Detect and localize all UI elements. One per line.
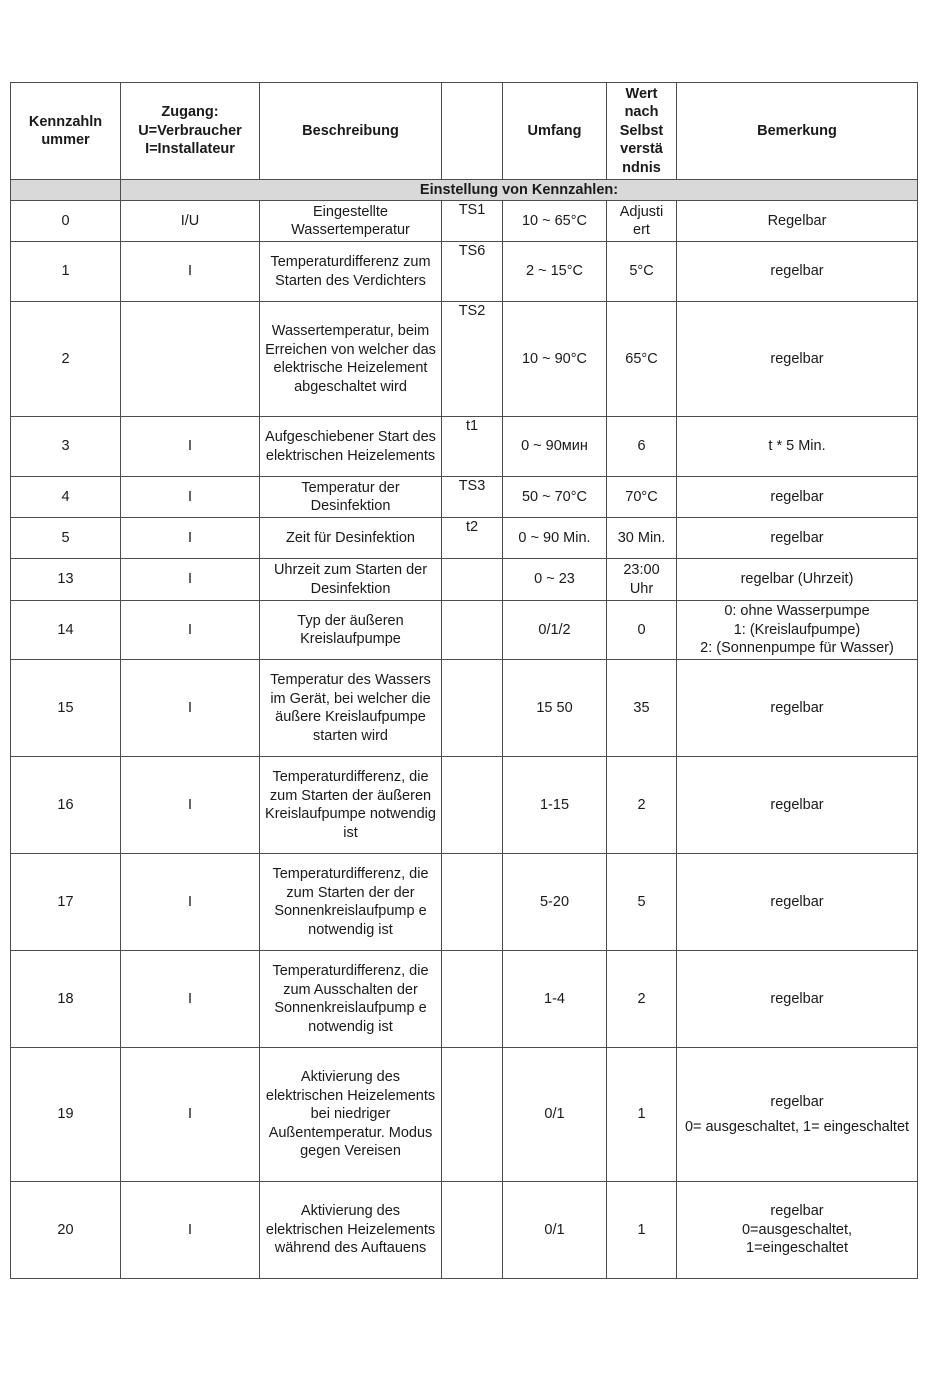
cell-code: [442, 1182, 503, 1279]
cell-kennzahl: 17: [11, 854, 121, 951]
cell-umfang: 2 ~ 15°C: [503, 242, 607, 302]
cell-bemerkung: regelbar (Uhrzeit): [677, 559, 918, 601]
cell-kennzahl: 2: [11, 302, 121, 417]
cell-zugang: [121, 302, 260, 417]
cell-bemerkung: [677, 1182, 918, 1279]
cell-code: TS1: [442, 201, 503, 242]
header-line: ummer: [41, 132, 90, 148]
cell-wert: 1: [607, 1182, 677, 1279]
table-row: [11, 1182, 918, 1279]
cell-kennzahl: 0: [11, 201, 121, 242]
header-line: Selbst: [619, 122, 664, 139]
cell-beschreibung: Temperatur des Wassers im Gerät, bei welcher die äußere Kreislaufpumpe starten wird: [260, 660, 442, 757]
cell-zugang: I: [121, 854, 260, 951]
cell-kennzahl: 5: [11, 518, 121, 559]
cell-beschreibung: Temperaturdifferenz zum Starten des Verdichters: [260, 242, 442, 302]
cell-umfang: 10 ~ 65°C: [503, 201, 607, 242]
remark-line: 0=ausgeschaltet,: [741, 1221, 853, 1238]
cell-bemerkung: regelbar: [677, 242, 918, 302]
cell-wert: 2: [607, 757, 677, 854]
cell-umfang: 0 ~ 23: [503, 559, 607, 601]
table-row: [11, 854, 918, 951]
cell-wert: 2: [607, 951, 677, 1048]
cell-wert: 35: [607, 660, 677, 757]
table-row: [11, 518, 918, 559]
cell-kennzahl: 13: [11, 559, 121, 601]
cell-code: [442, 660, 503, 757]
cell-wert: 70°C: [607, 477, 677, 518]
cell-kennzahl: 18: [11, 951, 121, 1048]
header-line: Beschreibung: [302, 122, 399, 139]
cell-kennzahl: 16: [11, 757, 121, 854]
cell-umfang: 1-4: [503, 951, 607, 1048]
header-line: Kennzahln: [28, 113, 103, 130]
remark-line: 0: ohne Wasserpumpe: [724, 603, 870, 620]
cell-beschreibung: Eingestellte Wassertemperatur: [260, 201, 442, 242]
cell-code: t2: [442, 518, 503, 559]
cell-bemerkung: [677, 601, 918, 660]
cell-umfang: 50 ~ 70°C: [503, 477, 607, 518]
cell-wert: Adjusti ert: [607, 201, 677, 242]
cell-beschreibung: Uhrzeit zum Starten der Desinfektion: [260, 559, 442, 601]
cell-bemerkung: regelbar: [677, 951, 918, 1048]
header-line: Bemerkung: [757, 122, 837, 139]
section-blank-cell: [11, 180, 121, 201]
remark-line: 1=eingeschaltet: [746, 1240, 848, 1257]
cell-umfang: 15 50: [503, 660, 607, 757]
cell-wert: 0: [607, 601, 677, 660]
table-row: [11, 601, 918, 660]
cell-code: [442, 951, 503, 1048]
remark-line: 1: (Kreislaufpumpe): [733, 621, 861, 638]
cell-umfang: 0 ~ 90мин: [503, 417, 607, 477]
cell-zugang: I: [121, 559, 260, 601]
cell-zugang: I: [121, 951, 260, 1048]
cell-kennzahl: 3: [11, 417, 121, 477]
table-row: [11, 242, 918, 302]
header-line: I=Installateur: [145, 141, 235, 158]
cell-beschreibung: Aktivierung des elektrischen Heizelements bei niedriger Außentemperatur. Modus gegen Vereisen: [260, 1048, 442, 1182]
header-line: Wert: [625, 85, 658, 102]
cell-bemerkung: regelbar: [677, 660, 918, 757]
cell-zugang: I/U: [121, 201, 260, 242]
header-umfang: [503, 83, 607, 180]
table-row: [11, 201, 918, 242]
cell-bemerkung: [677, 1048, 918, 1182]
cell-kennzahl: 19: [11, 1048, 121, 1182]
cell-beschreibung: Typ der äußeren Kreislaufpumpe: [260, 601, 442, 660]
cell-kennzahl: 1: [11, 242, 121, 302]
cell-wert: 23:00 Uhr: [607, 559, 677, 601]
cell-zugang: I: [121, 477, 260, 518]
cell-umfang: 0/1/2: [503, 601, 607, 660]
cell-wert: 5: [607, 854, 677, 951]
cell-beschreibung: Temperaturdifferenz, die zum Starten der äußeren Kreislaufpumpe notwendig ist: [260, 757, 442, 854]
cell-beschreibung: Zeit für Desinfektion: [260, 518, 442, 559]
header-code: [442, 83, 503, 180]
cell-zugang: I: [121, 518, 260, 559]
cell-zugang: I: [121, 1182, 260, 1279]
table-row: [11, 660, 918, 757]
cell-wert: 1: [607, 1048, 677, 1182]
cell-wert: 5°C: [607, 242, 677, 302]
cell-zugang: I: [121, 1048, 260, 1182]
cell-code: TS6: [442, 242, 503, 302]
cell-bemerkung: regelbar: [677, 854, 918, 951]
kennzahlen-table: [10, 82, 918, 1279]
header-line: Umfang: [527, 122, 582, 139]
header-line: U=Verbraucher: [138, 122, 242, 139]
table-row: [11, 302, 918, 417]
cell-beschreibung: Wassertemperatur, beim Erreichen von welcher das elektrische Heizelement abgeschaltet wird: [260, 302, 442, 417]
cell-wert: 6: [607, 417, 677, 477]
cell-umfang: 10 ~ 90°C: [503, 302, 607, 417]
cell-bemerkung: Regelbar: [677, 201, 918, 242]
cell-kennzahl: 14: [11, 601, 121, 660]
header-line: Zugang:: [161, 104, 219, 121]
table-row: [11, 559, 918, 601]
table-row: [11, 1048, 918, 1182]
cell-code: TS3: [442, 477, 503, 518]
section-row: [11, 180, 918, 201]
cell-code: [442, 1048, 503, 1182]
cell-zugang: I: [121, 757, 260, 854]
cell-umfang: 0 ~ 90 Min.: [503, 518, 607, 559]
table-row: [11, 417, 918, 477]
cell-zugang: I: [121, 601, 260, 660]
cell-code: [442, 559, 503, 601]
cell-beschreibung: Aufgeschiebener Start des elektrischen Heizelements: [260, 417, 442, 477]
header-wert: [607, 83, 677, 180]
header-line: ndnis: [622, 159, 661, 176]
cell-code: [442, 601, 503, 660]
header-line: verstä: [620, 141, 663, 158]
table-row: [11, 477, 918, 518]
remark-line: regelbar: [770, 1094, 824, 1110]
cell-bemerkung: regelbar: [677, 302, 918, 417]
cell-code: [442, 854, 503, 951]
section-title: Einstellung von Kennzahlen:: [121, 180, 918, 201]
cell-zugang: I: [121, 242, 260, 302]
cell-wert: 30 Min.: [607, 518, 677, 559]
cell-bemerkung: regelbar: [677, 477, 918, 518]
header-beschreibung: [260, 83, 442, 180]
remark-line: 0= ausgeschaltet, 1= eingeschaltet: [684, 1118, 910, 1135]
remark-line: 2: (Sonnenpumpe für Wasser): [700, 640, 894, 657]
cell-bemerkung: t * 5 Min.: [677, 417, 918, 477]
cell-beschreibung: Temperatur der Desinfektion: [260, 477, 442, 518]
cell-umfang: 5-20: [503, 854, 607, 951]
cell-kennzahl: 4: [11, 477, 121, 518]
cell-kennzahl: 15: [11, 660, 121, 757]
cell-beschreibung: Temperaturdifferenz, die zum Ausschalten der Sonnenkreislaufpump e notwendig ist: [260, 951, 442, 1048]
header-bemerkung: [677, 83, 918, 180]
header-zugang: [121, 83, 260, 180]
header-kennzahl: [11, 83, 121, 180]
cell-beschreibung: Aktivierung des elektrischen Heizelements während des Auftauens: [260, 1182, 442, 1279]
table-row: [11, 951, 918, 1048]
cell-umfang: 1-15: [503, 757, 607, 854]
cell-bemerkung: regelbar: [677, 757, 918, 854]
cell-kennzahl: 20: [11, 1182, 121, 1279]
header-row: [11, 83, 918, 180]
cell-code: t1: [442, 417, 503, 477]
header-line: nach: [624, 104, 659, 121]
cell-bemerkung: regelbar: [677, 518, 918, 559]
remark-line: regelbar: [770, 1203, 824, 1220]
cell-wert: 65°C: [607, 302, 677, 417]
cell-umfang: 0/1: [503, 1182, 607, 1279]
cell-zugang: I: [121, 417, 260, 477]
cell-code: TS2: [442, 302, 503, 417]
cell-code: [442, 757, 503, 854]
cell-zugang: I: [121, 660, 260, 757]
cell-umfang: 0/1: [503, 1048, 607, 1182]
cell-beschreibung: Temperaturdifferenz, die zum Starten der der Sonnenkreislaufpump e notwendig ist: [260, 854, 442, 951]
table-row: [11, 757, 918, 854]
